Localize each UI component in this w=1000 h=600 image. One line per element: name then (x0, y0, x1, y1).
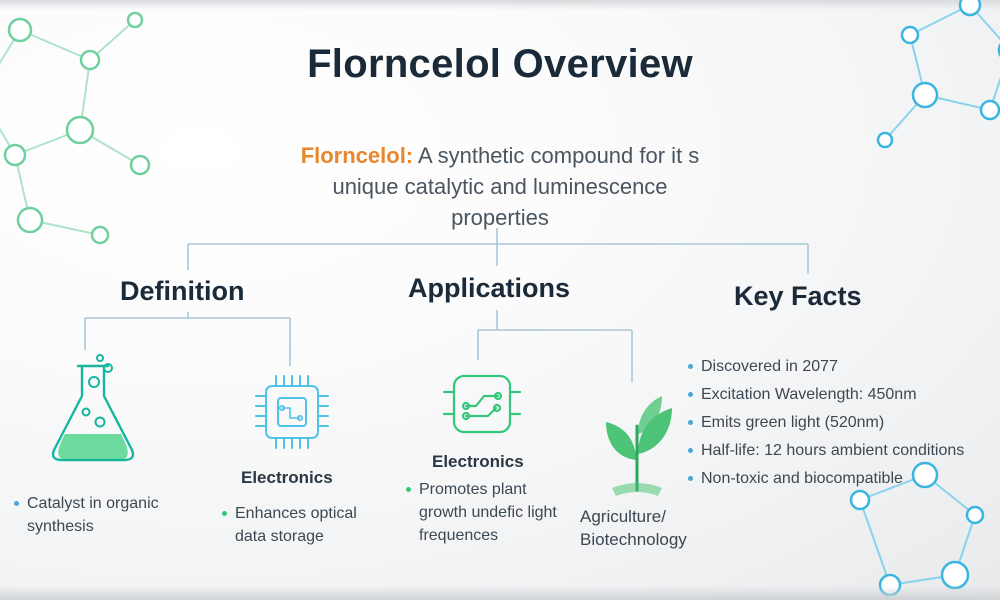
node-label-electronics-definition: Electronics (241, 468, 333, 487)
branch-title-key-facts: Key Facts (734, 281, 862, 311)
subtitle-highlight: Florncelol: (300, 143, 414, 168)
bullet-group-plant-growth (406, 478, 576, 549)
chip-icon (248, 368, 336, 456)
page-title: Florncelol Overview (307, 42, 693, 86)
plant-icon (588, 382, 688, 502)
subtitle-text: A synthetic compound for it s unique catalytic and luminescence properties (332, 143, 700, 230)
list-item: Half-life: 12 hours ambient conditions (688, 439, 1000, 462)
node-label-electronics-applications: Electronics (432, 452, 524, 471)
list-item: Non-toxic and biocompatible (688, 467, 1000, 490)
list-item: Discovered in 2077 (688, 355, 1000, 378)
list-item: Promotes plant growth undefic light frequences (406, 478, 576, 547)
branch-title-definition: Definition (120, 276, 245, 306)
list-item: Excitation Wavelength: 450nm (688, 383, 1000, 406)
branch-title-applications: Applications (408, 273, 571, 303)
circuit-icon (440, 362, 524, 446)
list-item: Catalyst in organic synthesis (14, 492, 194, 538)
bullet-group-key-facts (688, 355, 1000, 495)
node-label-agriculture-biotechnology: Agriculture/ Biotechnology (580, 507, 687, 549)
list-item: Emits green light (520nm) (688, 411, 1000, 434)
list-item: Enhances optical data storage (222, 502, 387, 548)
flask-icon (38, 352, 148, 472)
bullet-group-optical-storage (222, 502, 387, 550)
bullet-group-catalyst (14, 492, 194, 540)
